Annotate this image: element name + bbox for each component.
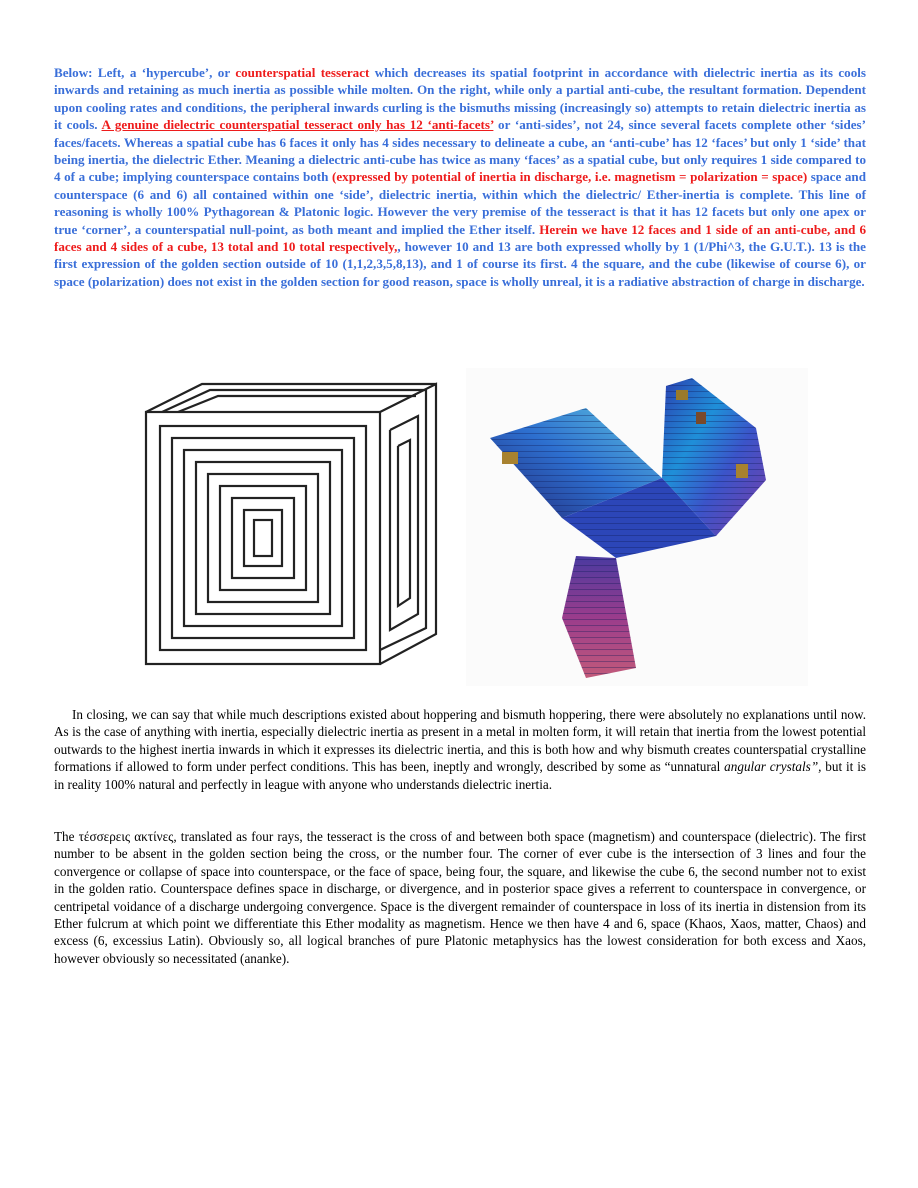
intro-text-1: Below: Left, a ‘hypercube’, or bbox=[54, 65, 236, 80]
intro-text-2: which decreases its spatial footprint in accordance with dielectric inertia as its cools inwards and retaining as much inertia as possible while molten. On the right, while only a partial anti-cube, the resultant formation. Dependent upon cooling rates and conditions, the peripheral inwards curling is the bismuths missing (increasingly so) attempts to retain dielectric inertia as it cools. bbox=[54, 65, 866, 133]
hypercube-drawing bbox=[140, 378, 440, 670]
intro-highlight-3: (expressed by potential of inertia in discharge, i.e. magnetism = polarization = space) bbox=[331, 169, 808, 185]
closing-text-2: but it is in reality 100% natural and perfectly in league with anyone who understands dielectric inertia. bbox=[54, 759, 866, 792]
closing-emphasis: angular crystals”, bbox=[724, 759, 822, 775]
intro-text-4: space and counterspace (6 and 6) all contained within one ‘side’, dielectric inertia, within which the dielectric/ Ether-inertia is complete. This line of reasoning is wholly 100% Pythagorean & Platonic logic. However the very premise of the tesseract is that it has 12 facets but only one apex or true ‘corner’, a counterspatial null-point, as both meant and implied the Ether itself. bbox=[54, 169, 866, 237]
intro-text-3: or ‘anti-sides’, not 24, since several facets complete other ‘sides’ faces/facets. Whereas a spatial cube has 6 faces it only has 4 sides necessary to delineate a cube, an ‘anti-cube’ has 12 ‘faces’ but only 1 ‘side’ that being inertia, the dielectric Ether. Meaning a dielectric anti-cube has twice as many ‘faces’ as a spatial cube, but only requires 1 side compared to 4 of a cube; implying counterspace contains both bbox=[54, 117, 866, 185]
intro-highlight-5: , bbox=[394, 239, 398, 255]
bismuth-crystal-image bbox=[466, 368, 808, 686]
intro-highlight-1: counterspatial tesseract bbox=[235, 65, 370, 80]
tesseract-paragraph: The τέσσερεις ακτίνες, translated as four rays, the tesseract is the cross of and between both space (magnetism) and counterspace (dielectric). The first number to be absent in the golden section being the cross, or the number four. The corner of ever cube is the intersection of 3 lines and four the convergence or collapse of space into counterspace, or the face of space, being four, the square, and likewise the cube 6, the second number not to exist in the golden ratio. Counterspace defines space in discharge, or divergence, and in posterior space gives a referrent to counterspace in convergence, or centripetal voidance of a discharge undergoing convergence. Space is the divergent remainder of counterspace in loss of its inertia in distension from its Ether fulcrum at which point we differentiate this Ether modality as magnetism. Hence we then have 4 and 6, space (Khaos, Xaos, matter, Chaos) and excess (6, excessius Latin). Obviously so, all logical branches of pure Platonic metaphysics has the lowest consideration for both excess and Xaos, however obviously so necessitated (ananke). bbox=[54, 829, 866, 966]
closing-paragraph bbox=[54, 706, 866, 793]
intro-highlight-2: A genuine dielectric counterspatial tesseract only has 12 ‘anti-facets’ bbox=[101, 117, 494, 133]
intro-highlight-4: Herein we have 12 faces and 1 side of an anti-cube, and 6 faces and 4 sides of a cube, 13 total and 10 total respectively bbox=[54, 221, 866, 255]
closing-text-1: In closing, we can say that while much descriptions existed about hoppering and bismuth hoppering, there were absolutely no explanations until now. As is the case of anything with inertia, especially dielectric inertia as present in a metal in molten form, it will retain that inertia from the lowest potential outwards to the highest inertia inwards in which it expresses its dielectric inertia, and this is both how and why bismuth creates counterspatial crystalline formations if allowed to form under perfect conditions. This has been, ineptly and wrongly, described by some as “unnatural bbox=[54, 707, 866, 775]
intro-paragraph bbox=[54, 64, 866, 290]
intro-text-5: , however 10 and 13 are both expressed wholly by 1 (1/Phi^3, the G.U.T.). 13 is the first expression of the golden section outside of 10 (1,1,2,3,5,8,13), and 1 of course its first. 4 the square, and the cube (likewise of course 6), or space (polarization) does not exist in the golden section for good reason, space is wholly unreal, it is a radiative abstraction of charge in discharge. bbox=[54, 239, 866, 289]
